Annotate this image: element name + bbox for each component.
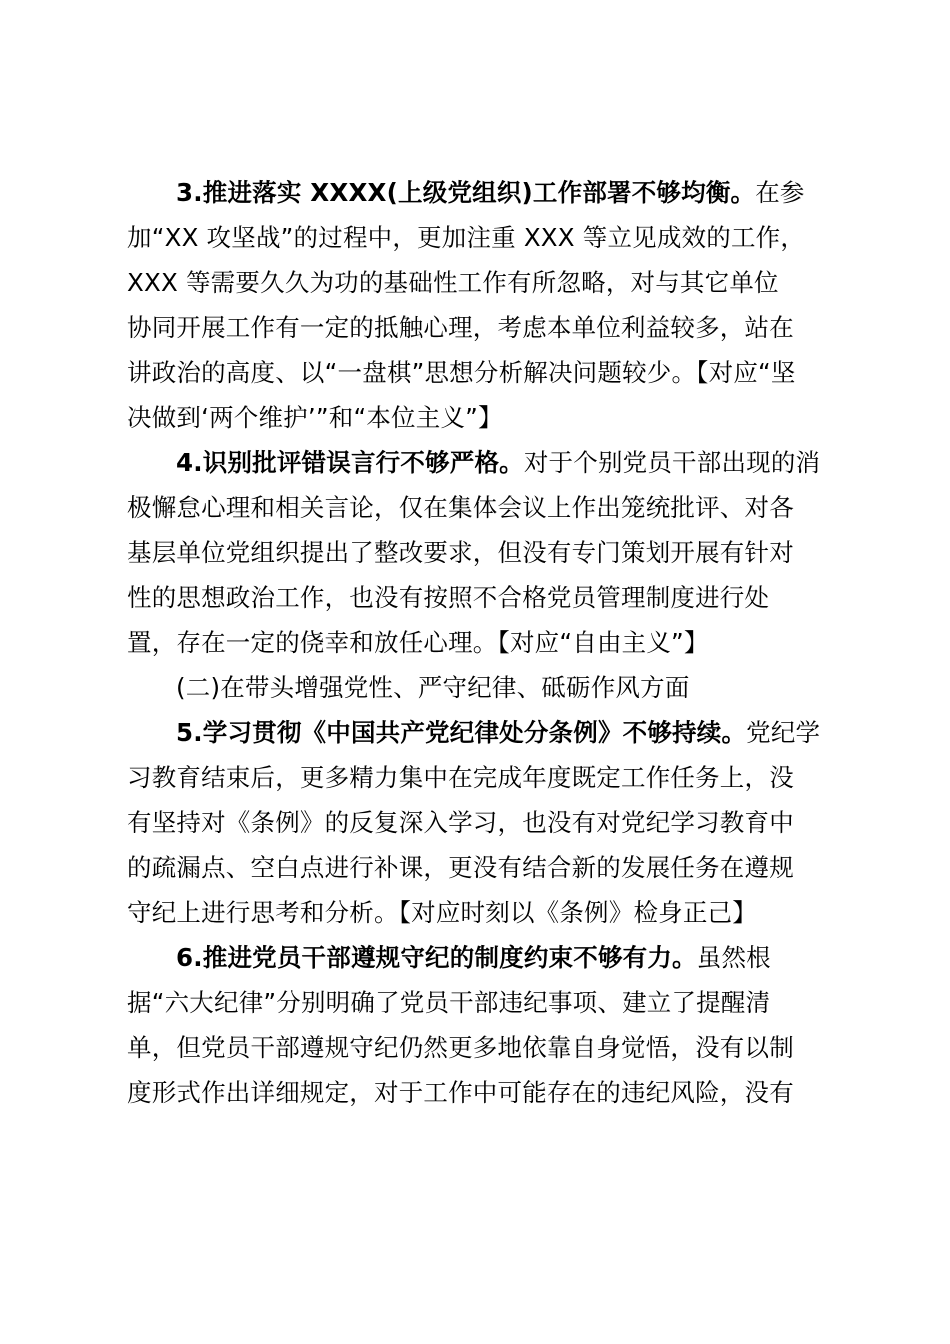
text-line: 置，存在一定的侥幸和放任心理。【对应“自由主义”】 [127,628,709,657]
text-line: 协同开展工作有一定的抵触心理，考虑本单位利益较多，站在 [127,313,794,342]
paragraph-text: 党纪学 [746,718,821,747]
paragraph-text: 对于个别党员干部出现的消 [523,448,821,477]
text-line: 的疏漏点、空白点进行补课，更没有结合新的发展任务在遵规 [127,853,794,882]
paragraph-item-3 [127,170,833,440]
text-line: 据“六大纪律”分别明确了党员干部违纪事项、建立了提醒清 [127,988,771,1017]
section-heading [127,665,833,710]
paragraph-heading: 5.学习贯彻《中国共产党纪律处分条例》不够持续。 [176,718,747,747]
text-line: 守纪上进行思考和分析。【对应时刻以《条例》检身正己】 [127,898,757,927]
paragraph-item-6 [127,935,833,1115]
text-line: 度形式作出详细规定，对于工作中可能存在的违纪风险，没有 [127,1078,794,1107]
paragraph-item-5 [127,710,833,935]
text-line [127,935,833,980]
text-line: 习教育结束后，更多精力集中在完成年度既定工作任务上，没 [127,763,794,792]
document-body [127,170,833,1115]
paragraph-heading: 4.识别批评错误言行不够严格。 [176,448,524,477]
text-line: 极懈怠心理和相关言论，仅在集体会议上作出笼统批评、对各 [127,493,794,522]
text-line: XXX 等需要久久为功的基础性工作有所忽略，对与其它单位 [127,268,779,297]
text-line [127,710,833,755]
text-line: 决做到‘两个维护’”和“本位主义”】 [127,403,503,432]
paragraph-text: 虽然根 [696,943,771,972]
section-heading-text: (二)在带头增强党性、严守纪律、砥砺作风方面 [176,673,690,702]
text-line [127,170,833,215]
paragraph-heading: 6.推进党员干部遵规守纪的制度约束不够有力。 [176,943,697,972]
text-line: 基层单位党组织提出了整改要求，但没有专门策划开展有针对 [127,538,794,567]
text-line: 单，但党员干部遵规守纪仍然更多地依靠自身觉悟，没有以制 [127,1033,794,1062]
text-line: 有坚持对《条例》的反复深入学习，也没有对党纪学习教育中 [127,808,794,837]
text-line: 性的思想政治工作，也没有按照不合格党员管理制度进行处 [127,583,770,612]
paragraph-heading: 3.推进落实 XXXX(上级党组织)工作部署不够均衡。 [176,178,756,207]
paragraph-item-4 [127,440,833,665]
text-line [127,440,833,485]
text-line: 讲政治的高度、以“一盘棋”思想分析解决问题较少。【对应“坚 [127,358,796,387]
text-line: 加“XX 攻坚战”的过程中，更加注重 XXX 等立见成效的工作， [127,223,806,252]
paragraph-text: 在参 [755,178,805,207]
